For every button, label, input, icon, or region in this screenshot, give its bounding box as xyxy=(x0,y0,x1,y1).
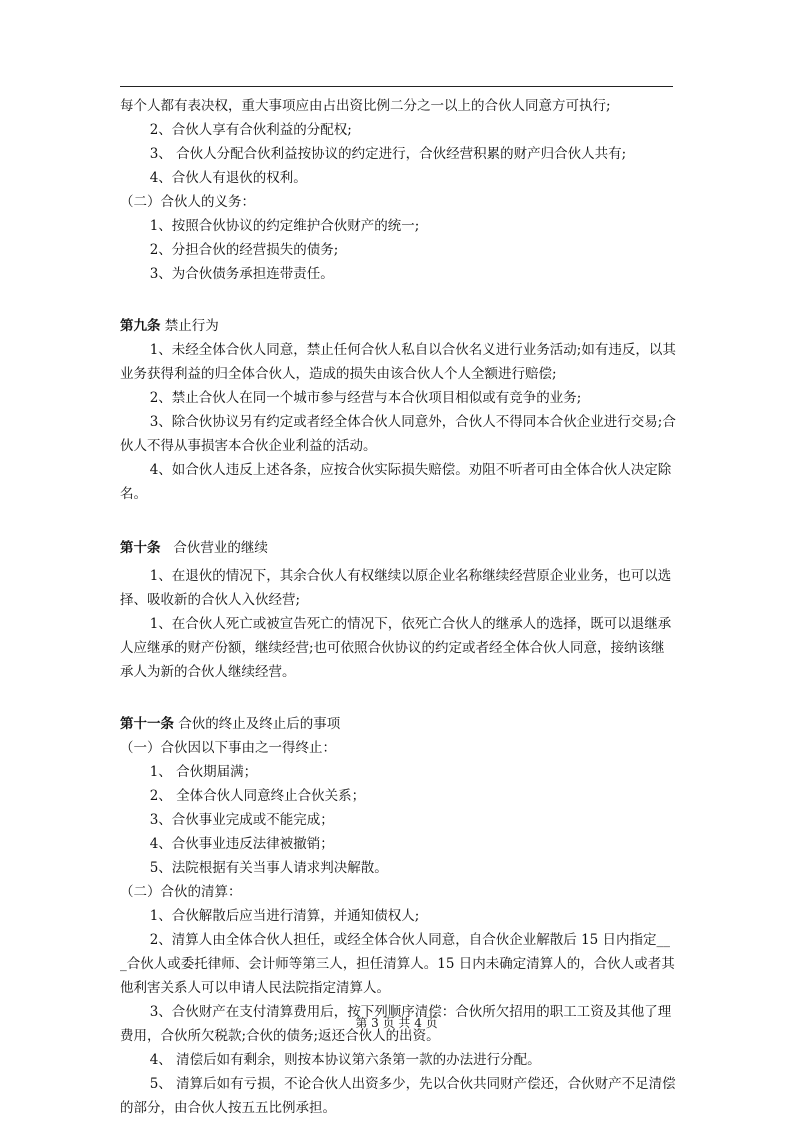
clause-line: 1、按照合伙协议的约定维护合伙财产的统一; xyxy=(149,218,420,234)
list-item: 3、合伙事业完成或不能完成； xyxy=(149,812,334,828)
article-title: 合伙的终止及终止后的事项 xyxy=(178,716,341,732)
clause-line: 2、合伙人享有合伙利益的分配权; xyxy=(149,122,352,138)
article-title: 合伙营业的继续 xyxy=(173,540,268,556)
clause-line: 3、 合伙人分配合伙利益按协议的约定进行，合伙经营积累的财产归合伙人共有; xyxy=(149,146,627,162)
article-heading xyxy=(120,712,676,736)
article-heading xyxy=(120,314,676,338)
clause-paragraph: 4、如合伙人违反上述各条，应按合伙实际损失赔偿。劝阻不听者可由全体合伙人决定除名。 xyxy=(120,462,672,502)
clause-paragraph: 1、在合伙人死亡或被宣告死亡的情况下，依死亡合伙人的继承人的选择，既可以退继承人应继承的财产份额，继续经营;也可依照合伙协议的约定或者经全体合伙人同意，接纳该继承人为新的合伙人继续经营。 xyxy=(120,616,672,680)
clause-paragraph: 2、清算人由全体合伙人担任，或经全体合伙人同意，自合伙企业解散后 15 日内指定___合伙人或委托律师、会计师等第三人，担任清算人。15 日内未确定清算人的，合伙人或者其他利害关系人可以申请人民法院指定清算人。 xyxy=(120,932,675,996)
section-heading: （二）合伙人的义务： xyxy=(120,194,255,210)
page-footer: 第 3 页 共 4 页 xyxy=(355,1016,438,1030)
article-title: 禁止行为 xyxy=(164,318,219,334)
clause-paragraph: 3、合伙财产在支付清算费用后，按下列顺序清偿：合伙所欠招用的职工工资及其他了理费用，合伙所欠税款;合伙的债务;返还合伙人的出资。 xyxy=(120,1004,672,1044)
clause-paragraph: 1、在退伙的情况下，其余合伙人有权继续以原企业名称继续经营原企业业务，也可以选择、吸收新的合伙人入伙经营; xyxy=(120,568,672,608)
clause-paragraph: 4、 清偿后如有剩余，则按本协议第六条第一款的办法进行分配。 xyxy=(149,1052,541,1068)
clause-paragraph: 3、除合伙协议另有约定或者经全体合伙人同意外，合伙人不得同本合伙企业进行交易;合伙人不得从事损害本合伙企业利益的活动。 xyxy=(120,414,676,454)
article-number: 第十条 xyxy=(120,540,161,556)
section-heading: （一）合伙因以下事由之一得终止： xyxy=(120,740,336,756)
clause-line: 每个人都有表决权，重大事项应由占出资比例二分之一以上的合伙人同意方可执行; xyxy=(120,98,611,114)
list-item: 2、 全体合伙人同意终止合伙关系； xyxy=(149,788,366,804)
article-heading xyxy=(120,536,676,560)
article-number: 第九条 xyxy=(120,318,161,334)
clause-line: 4、合伙人有退伙的权利。 xyxy=(149,170,307,186)
clause-paragraph: 1、合伙解散后应当进行清算，并通知债权人; xyxy=(149,908,420,924)
section-heading: （二）合伙的清算： xyxy=(120,884,242,900)
article-number: 第十一条 xyxy=(120,716,174,732)
list-item: 5、法院根据有关当事人请求判决解散。 xyxy=(149,860,388,876)
list-item: 1、 合伙期届满； xyxy=(149,764,258,780)
clause-paragraph: 1、未经全体合伙人同意，禁止任何合伙人私自以合伙名义进行业务活动;如有违反，以其业务获得利益的归全体合伙人，造成的损失由该合伙人个人全额进行赔偿; xyxy=(120,342,676,382)
clause-paragraph: 5、 清算后如有亏损，不论合伙人出资多少，先以合伙共同财产偿还，合伙财产不足清偿的部分，由合伙人按五五比例承担。 xyxy=(120,1076,676,1116)
clause-line: 2、分担合伙的经营损失的债务; xyxy=(149,242,339,258)
document-body xyxy=(120,94,676,1120)
clause-paragraph: 2、禁止合伙人在同一个城市参与经营与本合伙项目相似或有竞争的业务; xyxy=(149,390,582,406)
list-item: 4、合伙事业违反法律被撤销； xyxy=(149,836,334,852)
header-rule xyxy=(120,86,673,87)
clause-line: 3、为合伙债务承担连带责任。 xyxy=(149,266,334,282)
